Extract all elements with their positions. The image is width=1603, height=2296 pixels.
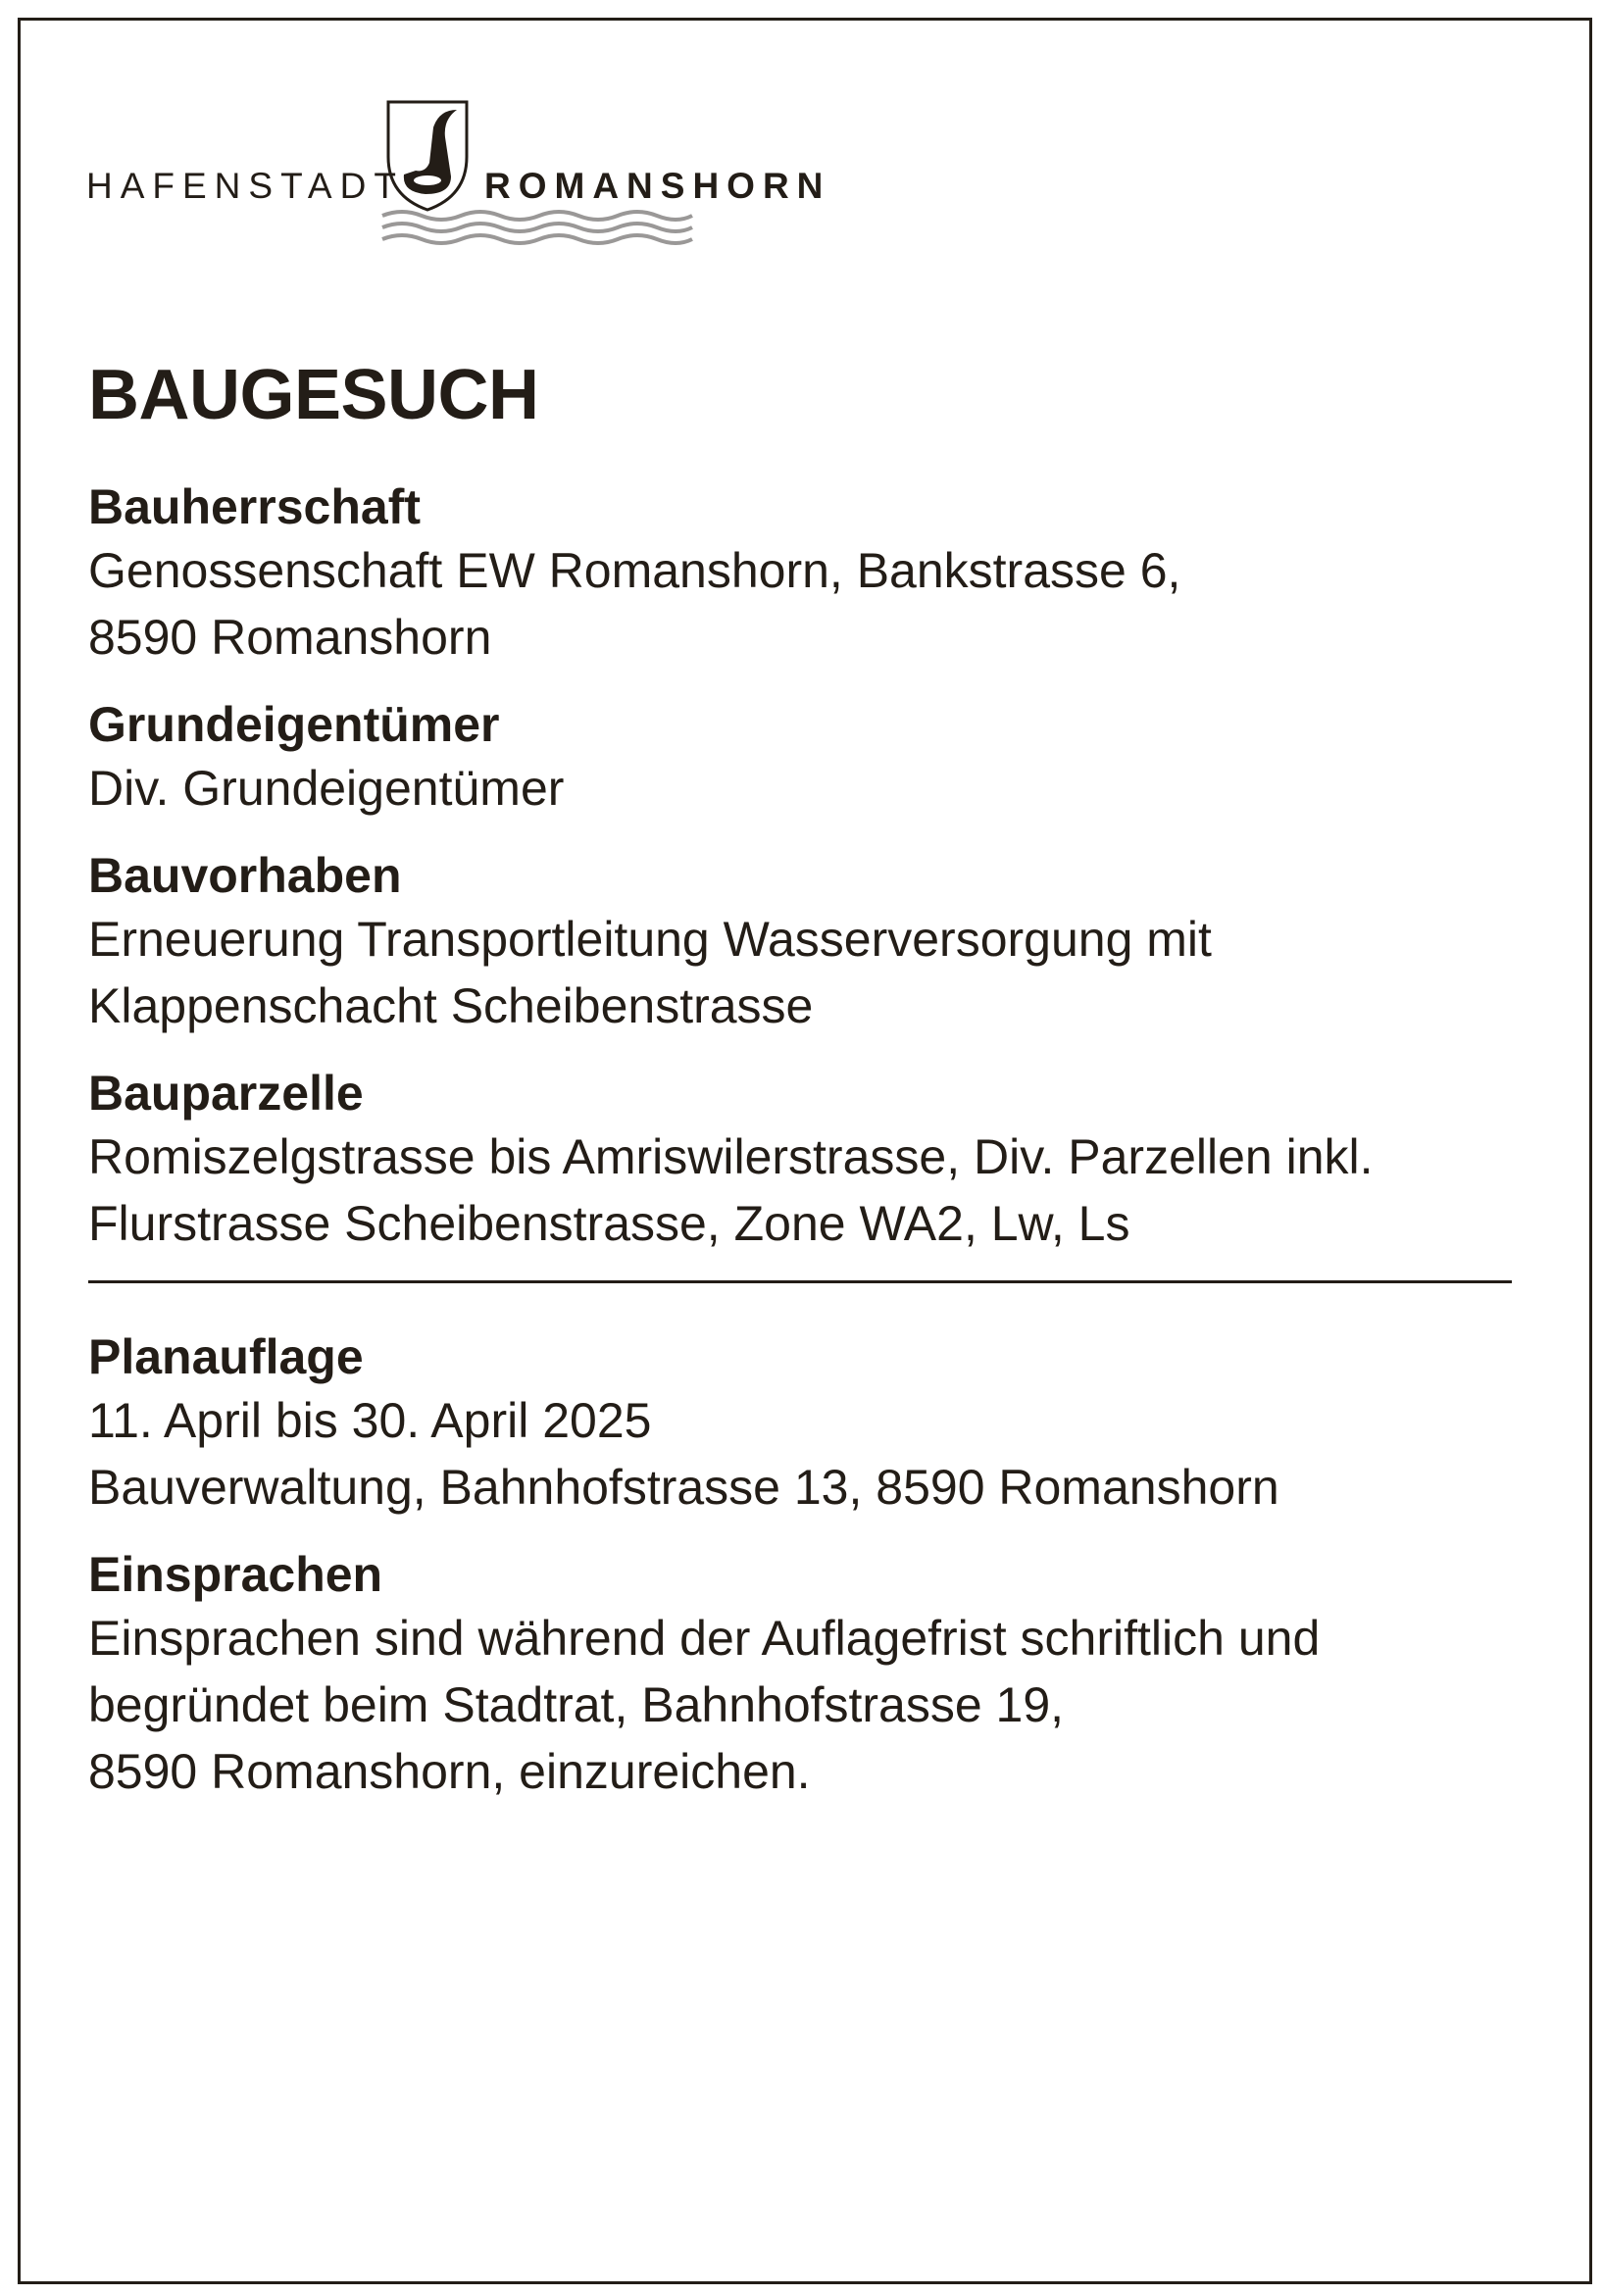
city-logo [86, 98, 871, 255]
section-text: begründet beim Stadtrat, Bahnhofstrasse 19, [88, 1677, 1065, 1732]
section-text: Bauverwaltung, Bahnhofstrasse 13, 8590 Romanshorn [88, 1460, 1279, 1515]
section-text: Einsprachen sind während der Auflagefrist schriftlich und [88, 1611, 1321, 1666]
horn-crest-icon [382, 98, 473, 214]
section-einsprachen [88, 1544, 1529, 1805]
section-heading: Bauherrschaft [88, 479, 421, 534]
section-bauvorhaben [88, 845, 1529, 1039]
section-heading: Grundeigentümer [88, 697, 500, 752]
section-text: Erneuerung Transportleitung Wasserversorgung mit [88, 912, 1212, 967]
section-text: 11. April bis 30. April 2025 [88, 1393, 652, 1448]
logo-text-romanshorn: ROMANSHORN [484, 166, 831, 206]
notice-content [88, 353, 1529, 1828]
section-text: Klappenschacht Scheibenstrasse [88, 978, 814, 1033]
section-text: 8590 Romanshorn [88, 610, 492, 665]
section-grundeigentuemer [88, 694, 1529, 822]
section-heading: Bauparzelle [88, 1066, 364, 1121]
section-text: 8590 Romanshorn, einzureichen. [88, 1744, 811, 1799]
section-text: Div. Grundeigentümer [88, 761, 565, 816]
section-bauherrschaft [88, 476, 1529, 671]
document-title: BAUGESUCH [88, 356, 539, 434]
section-heading: Planauflage [88, 1329, 364, 1384]
section-heading: Bauvorhaben [88, 848, 402, 903]
waves-icon [380, 208, 694, 247]
section-text: Flurstrasse Scheibenstrasse, Zone WA2, Lw, Ls [88, 1196, 1130, 1251]
section-heading: Einsprachen [88, 1547, 383, 1602]
section-text: Genossenschaft EW Romanshorn, Bankstrasse 6, [88, 543, 1181, 598]
logo-text-hafenstadt: HAFENSTADT [86, 166, 404, 206]
section-divider [88, 1280, 1512, 1283]
section-bauparzelle [88, 1063, 1529, 1257]
section-text: Romiszelgstrasse bis Amriswilerstrasse, Div. Parzellen inkl. [88, 1129, 1374, 1184]
section-planauflage [88, 1326, 1529, 1521]
